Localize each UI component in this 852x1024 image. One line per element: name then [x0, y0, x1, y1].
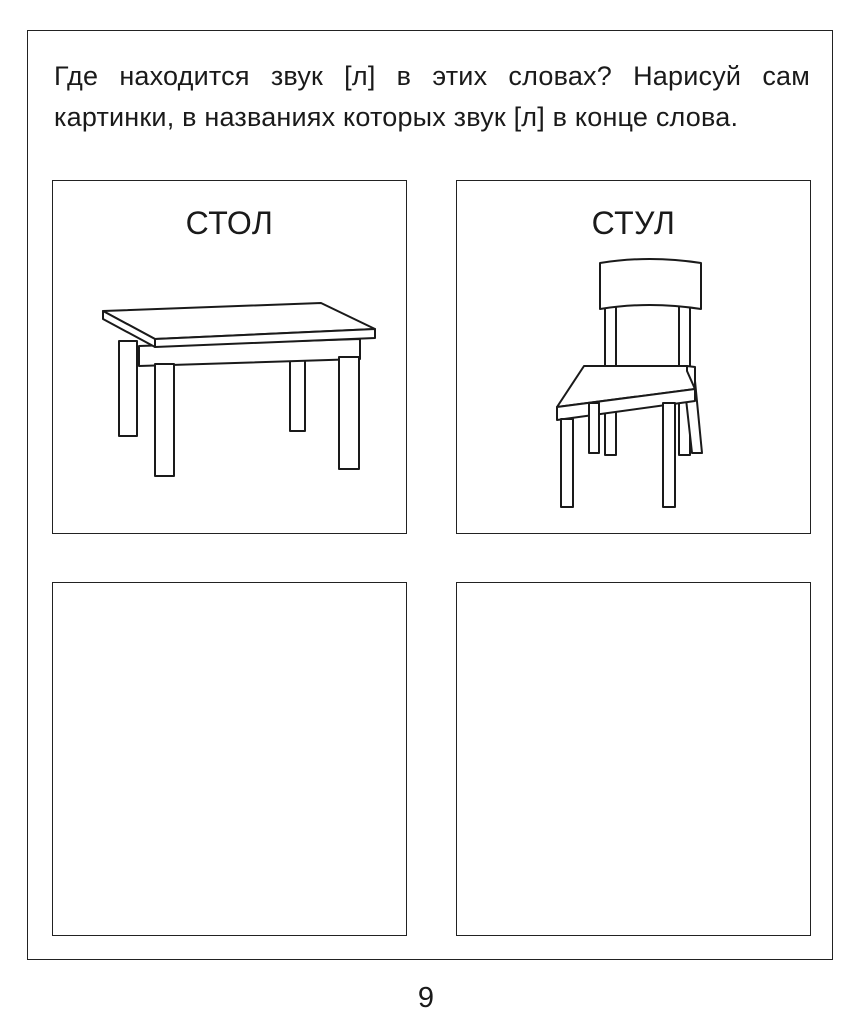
- word-label-table: СТОЛ: [185, 205, 274, 241]
- page-number: 9: [417, 982, 435, 1014]
- table-drawing: [53, 181, 406, 533]
- drawing-box-empty-2[interactable]: [456, 582, 811, 936]
- drawing-box-empty-1[interactable]: [52, 582, 407, 936]
- chair-drawing: [457, 181, 810, 533]
- picture-box-chair: [456, 180, 811, 534]
- task-instruction: Где находится звук [л] в этих словах? Нарисуй сам картинки, в названиях которых звук [л] в конце слова.: [54, 61, 810, 132]
- word-label-chair: СТУЛ: [591, 205, 676, 241]
- picture-box-table: [52, 180, 407, 534]
